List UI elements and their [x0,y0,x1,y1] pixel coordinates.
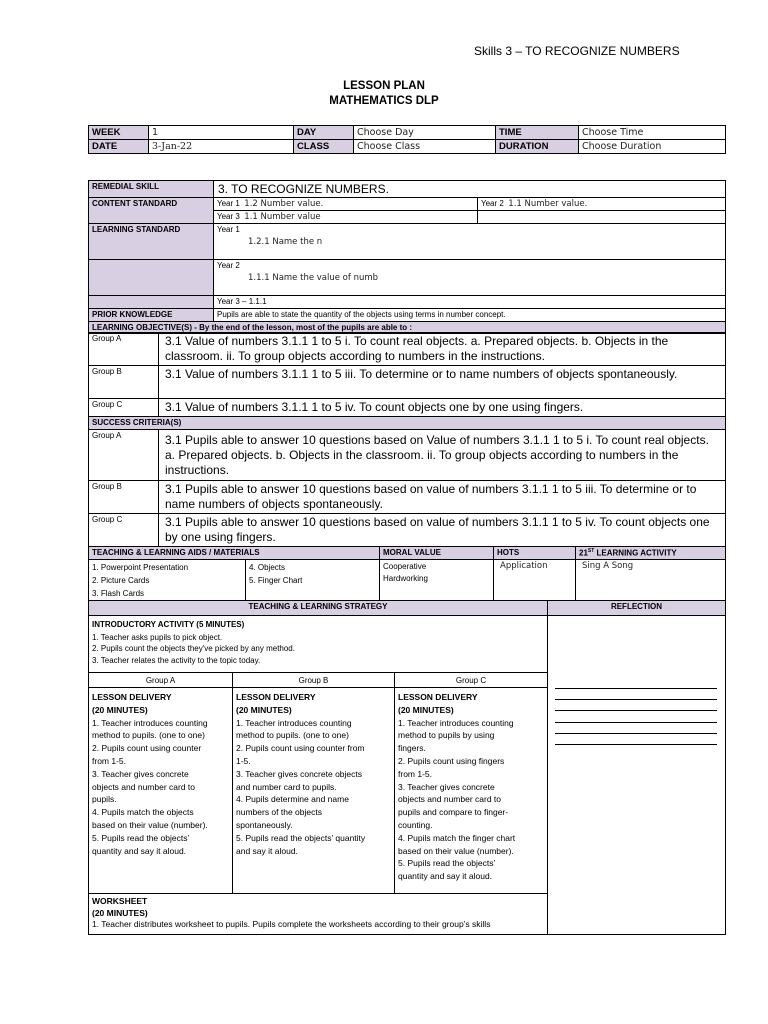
duration-select[interactable]: Choose Duration [579,140,726,154]
aids-list-2: 4. Objects 5. Finger Chart [246,559,380,601]
learning-activity-header: 21ST LEARNING ACTIVITY [576,547,726,560]
document-title: LESSON PLAN [343,80,425,92]
content-year2-label: Year 2 [481,199,504,208]
remedial-skill-label: REMEDIAL SKILL [89,181,214,198]
moral-value-header: MORAL VALUE [380,547,494,560]
hots-select[interactable]: Application [494,559,576,601]
delivery-group-c: LESSON DELIVERY (20 MINUTES) 1. Teacher introduces counting method to pupils by using fingers. 2. Pupils count using fingers from 1-5. 3. Teacher gives concrete objects and number card to pupils and compare to finger- counting. 4. Pupils match the finger chart based on their value (number). 5. Pupils read the objects’ quantity and say it aloud. [395,688,548,894]
plan-table [88,180,726,334]
ls-year3-value: Year 3 – 1.1.1 [214,296,726,309]
date-field[interactable]: 3-Jan-22 [149,140,294,154]
learning-objective-header: LEARNING OBJECTIVE(S) - By the end of the lesson, most of the pupils are able to : [89,322,726,334]
content-year1-label: Year 1 [217,199,240,208]
ls-year2-label: Year 2 [217,261,240,270]
objective-group-c-label: Group C [89,399,159,417]
class-label: CLASS [294,140,354,154]
date-label: DATE [89,140,149,154]
introductory-activity: INTRODUCTORY ACTIVITY (5 MINUTES) 1. Teacher asks pupils to pick object. 2. Pupils count the objects they've picked by any method. 3. Teacher relates the activity to the topic today. [89,616,548,673]
success-group-b-text: 3.1 Pupils able to answer 10 questions based on value of numbers 3.1.1 1 to 5 iii. To determine or to name numbers of objects spontaneously. [159,481,726,514]
objective-group-b-text: 3.1 Value of numbers 3.1.1 1 to 5 iii. To determine or to name numbers of objects spontaneously. [159,366,726,399]
content-year3-label: Year 3 [217,212,240,221]
success-group-a-label: Group A [89,430,159,481]
class-select[interactable]: Choose Class [354,140,496,154]
content-year3-value[interactable]: 1.1 Number value [244,212,321,222]
objective-group-c-text: 3.1 Value of numbers 3.1.1 1 to 5 iv. To count objects one by one using fingers. [159,399,726,417]
day-label: DAY [294,126,354,140]
aids-table [88,546,726,602]
objective-group-a-text: 3.1 Value of numbers 3.1.1 1 to 5 i. To count real objects. a. Prepared objects. b. Objects in the classroom. ii. To group objects according to numbers in the instructions. [159,333,726,366]
objectives-table [88,332,726,547]
moral-value-field[interactable]: Cooperative Hardworking [380,559,494,601]
success-criteria-header: SUCCESS CRITERIA(S) [89,417,726,430]
reflection-header: REFLECTION [548,601,726,616]
time-label: TIME [496,126,579,140]
day-select[interactable]: Choose Day [354,126,496,140]
success-group-a-text: 3.1 Pupils able to answer 10 questions based on Value of numbers 3.1.1 1 to 5 i. To count real objects. a. Prepared objects. b. Objects in the classroom. ii. To group objects according to numbers in the instructions. [159,430,726,481]
week-label: WEEK [89,126,149,140]
content-year2-value[interactable]: 1.1 Number value. [508,199,588,209]
worksheet-activity: WORKSHEET (20 MINUTES) 1. Teacher distributes worksheet to pupils. Pupils complete the worksheets according to their group’s skills [89,894,548,935]
aids-header: TEACHING & LEARNING AIDS / MATERIALS [89,547,380,560]
aids-list-1: 1. Powerpoint Presentation 2. Picture Cards 3. Flash Cards [89,559,246,601]
document-subtitle: MATHEMATICS DLP [329,95,439,107]
duration-label: DURATION [496,140,579,154]
reflection-lines [555,688,717,755]
objective-group-a-label: Group A [89,333,159,366]
learning-activity-select[interactable]: Sing A Song [576,559,726,601]
ls-year2-value[interactable]: 1.1.1 Name the value of numb [248,273,379,283]
success-group-b-label: Group B [89,481,159,514]
strategy-header: TEACHING & LEARNING STRATEGY [89,601,548,616]
hots-header: HOTS [494,547,576,560]
delivery-group-a: LESSON DELIVERY (20 MINUTES) 1. Teacher introduces counting method to pupils. (one to one) 2. Pupils count using counter from 1-5. 3. Teacher gives concrete objects and number card to pupils. 4. Pupils match the objects based on their value (number). 5. Pupils read the objects’ quantity and say it aloud. [89,688,233,894]
objective-group-b-label: Group B [89,366,159,399]
strategy-table [88,600,726,935]
time-select[interactable]: Choose Time [579,126,726,140]
prior-knowledge-value: Pupils are able to state the quantity of the objects using terms in number concept. [214,309,726,322]
ls-year1-label: Year 1 [217,225,240,234]
content-year1-value[interactable]: 1.2 Number value. [244,199,324,209]
success-group-c-label: Group C [89,514,159,547]
delivery-group-b: LESSON DELIVERY (20 MINUTES) 1. Teacher introduces counting method to pupils. (one to one) 2. Pupils count using counter from 1-5. 3. Teacher gives concrete objects and number card to pupils. 4. Pupils determine and name numbers of the objects spontaneously. 5. Pupils read the objects’ quantity and say it aloud. [233,688,395,894]
group-a-header: Group A [89,673,233,688]
group-b-header: Group B [233,673,395,688]
info-table [88,125,726,154]
week-field[interactable]: 1 [149,126,294,140]
ls-year1-value[interactable]: 1.2.1 Name the n [248,237,323,247]
learning-standard-label: LEARNING STANDARD [89,224,214,260]
prior-knowledge-label: PRIOR KNOWLEDGE [89,309,214,322]
reflection-area[interactable] [548,616,726,935]
success-group-c-text: 3.1 Pupils able to answer 10 questions based on value of numbers 3.1.1 1 to 5 iv. To count objects one by one using fingers. [159,514,726,547]
remedial-skill-value: 3. TO RECOGNIZE NUMBERS. [214,181,726,198]
group-c-header: Group C [395,673,548,688]
skill-reference: Skills 3 – TO RECOGNIZE NUMBERS [474,44,680,58]
content-standard-label: CONTENT STANDARD [89,198,214,224]
